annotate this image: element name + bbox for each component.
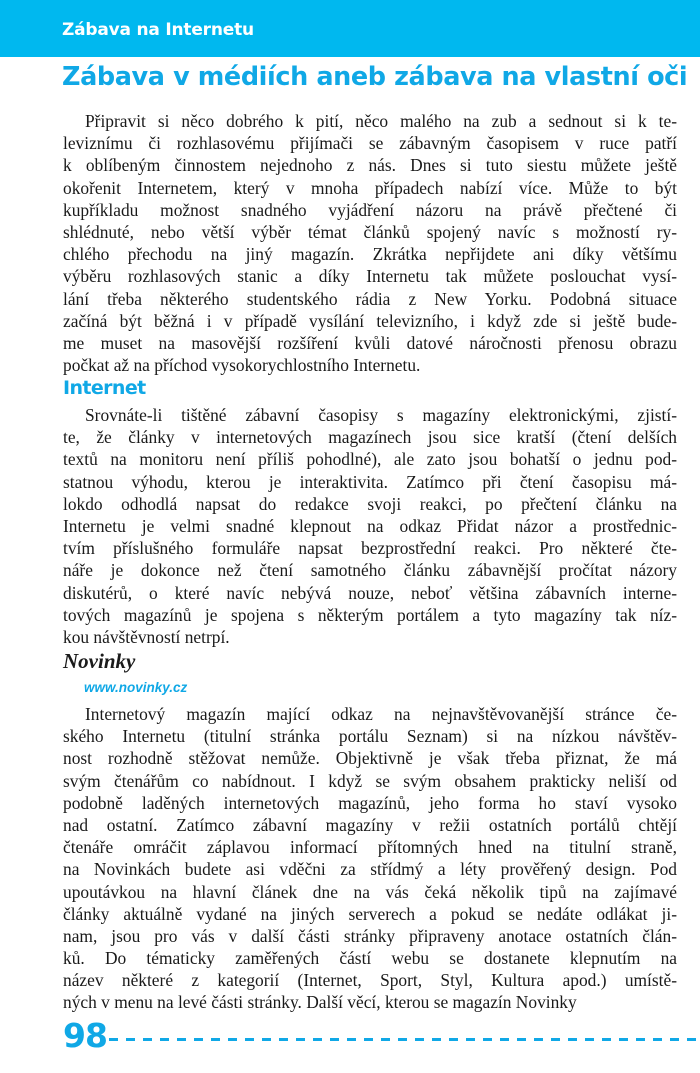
page-footer (63, 1016, 700, 1056)
text-line: nam, jsou pro vás v další části stránky připraveny anotace ostatních člán- (63, 925, 677, 946)
text-line: nost rozhodně stěžovat nemůže. Objektivně je však třeba přiznat, že má (63, 748, 677, 769)
text-line: náře je dokonce než čtení samotného článku zábavnější pročítat názory (63, 560, 677, 581)
text-line: textů na monitoru není příliš pohodlné), ale zato jsou bohatší o jednu pod- (63, 449, 677, 470)
text-line: lokdo odhodlá napsat do redakce svoji reakci, po přečtení článku na (63, 493, 677, 514)
text-line: k oblíbeným činnostem nejednoho z nás. Dnes si tuto siestu můžete ještě (63, 155, 677, 176)
text-line: tových magazínů je spojena s některým portálem a tyto magazíny tak níz- (63, 604, 677, 625)
section-heading-novinky: Novinky (63, 649, 136, 673)
section-heading-internet: Internet (63, 377, 146, 399)
text-line: výběru rozhlasových stanic a díky Internetu tak můžete poslouchat vysí- (63, 266, 677, 287)
text-line: tvím příslušného formuláře napsat bezprostřední reakci. Pro některé čte- (63, 538, 677, 559)
text-line: upoutávkou na hlavní článek dne na vás čeká několik tipů na zajímavé (63, 881, 677, 902)
internet-text-block (63, 404, 677, 648)
page-number: 98 (63, 1016, 107, 1055)
text-line: Internetu je velmi snadné klepnout na odkaz Přidat názor a prostřednic- (63, 515, 677, 536)
text-line: počkat až na příchod vysokorychlostního Internetu. (63, 355, 421, 376)
novinky-url-link[interactable]: www.novinky.cz (84, 680, 188, 695)
text-line: okořenit Internetem, který v mnoha případech nabízí více. Může to být (63, 177, 677, 198)
text-line: název některé z kategorií (Internet, Sport, Styl, Kultura apod.) umístě- (63, 970, 677, 991)
text-line: shlédnuté, nebo větší výběr témat článků spojený navíc s možností ry- (63, 221, 677, 242)
text-line: čtenáře omráčit záplavou informací přítomných hned na titulní straně, (63, 837, 677, 858)
text-line: ského Internetu (titulní stránka portálu Seznam) si na nízkou návštěv- (63, 726, 677, 747)
text-line: leviznímu či rozhlasovému přijímači se zábavným časopisem v ruce patří (63, 133, 677, 154)
text-line: me muset na masovější rozšíření kvůli datové náročnosti přenosu obrazu (63, 332, 677, 353)
chapter-header-band (0, 0, 700, 57)
text-line: podobně laděných internetových magazínů, jeho forma ho staví vysoko (63, 792, 677, 813)
text-line: chlého přechodu na jiný magazín. Zkrátka nepřijdete ani díky většímu (63, 244, 677, 265)
text-line: te, že články v internetových magazínech jsou sice kratší (čtení delších (63, 427, 677, 448)
text-line: ků. Do tématicky zaměřených částí webu se dostanete klepnutím na (63, 948, 677, 969)
text-line: kou návštěvností netrpí. (63, 626, 230, 647)
dashed-divider (109, 1038, 700, 1041)
intro-text-block (63, 110, 677, 376)
text-line: nad ostatní. Zatímco zábavní magazíny v režii ostatních portálů chtějí (63, 814, 677, 835)
internet-paragraph (63, 404, 677, 648)
novinky-paragraph (63, 703, 677, 1014)
text-line: na Novinkách budete asi vděčni za střídmý a léty prověřený design. Pod (63, 859, 677, 880)
text-line: diskutérů, o které navíc nebývá nouze, neboť většina zábavních interne- (63, 582, 677, 603)
text-line: začíná být běžná i v případě vysílání televizního, i když zde si ještě bude- (63, 310, 677, 331)
text-line: Srovnáte-li tištěné zábavní časopisy s magazíny elektronickými, zjistí- (85, 405, 677, 425)
novinky-text-block (63, 703, 677, 1014)
page-title: Zábava v médiích aneb zábava na vlastní oči (62, 62, 688, 92)
text-line: ných v menu na levé části stránky. Další věcí, kterou se magazín Novinky (63, 992, 577, 1013)
text-line: články aktuálně vydané na jiných serverech a pokud se nedáte odlákat ji- (63, 903, 677, 924)
text-line: lání třeba některého studentského rádia z New Yorku. Podobná situace (63, 288, 677, 309)
text-line: Připravit si něco dobrého k pití, něco malého na zub a sednout si k te- (85, 111, 677, 131)
text-line: statnou výhodu, kterou je interaktivita. Zatímco při čtení časopisu má- (63, 471, 677, 492)
text-line: kupříkladu možnost snadného vyjádření názoru na právě přečtené či (63, 199, 677, 220)
text-line: Internetový magazín mající odkaz na nejnavštěvovanější stránce če- (85, 704, 677, 724)
text-line: svým čtenářům co nabídnout. I když se svým obsahem prakticky neliší od (63, 770, 677, 791)
chapter-title: Zábava na Internetu (62, 20, 254, 40)
intro-paragraph (63, 110, 677, 376)
